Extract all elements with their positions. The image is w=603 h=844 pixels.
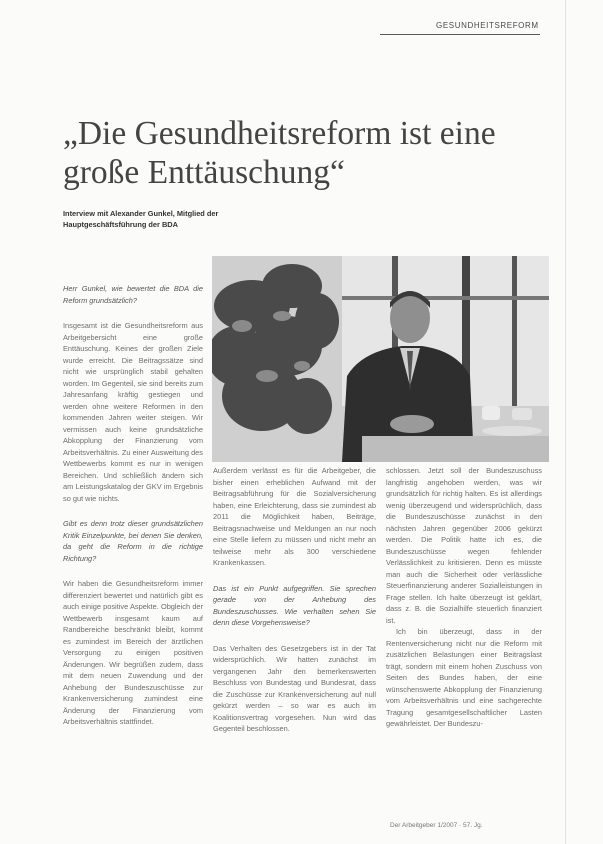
answer-3: Das Verhalten des Gesetzgebers ist in der Tat widersprüchlich. Wir hatten zunächst im vergangenen Jahr den bemerkenswerten Beschluss von Bundestag und Bundesrat, dass die Zuschüsse zur Krankenversicherung auf null gekürzt werden – so war es auch im Koalitionsvertrag vorgesehen. Nun wird das Gegenteil beschlossen. (213, 643, 376, 733)
question-2: Gibt es denn trotz dieser grundsätzlichen Kritik Einzelpunkte, bei denen Sie denken, da geht die Reform in die richtige Richtung? (63, 519, 203, 563)
answer-1: Insgesamt ist die Gesundheitsreform aus Arbeitgebersicht eine große Enttäuschung. Keines der großen Ziele wurde erreicht. Die Beitragssätze sind nicht wie ursprünglich stabil gehalten worden. Im Gegenteil, sie sind bereits zum Jahresanfang kräftig gestiegen und werden ohne weitere Reformen in den kommenden Jahren weiter steigen. Wir vermissen auch keine grundsätzliche Abkopplung der Finanzierung vom Arbeitsverhältnis. Zu einer Ausweitung des Wettbewerbs kommt es nur in wenigen Bereichen. Und schließlich ändern sich am Leistungskatalog der GKV im Ergebnis so gut wie nichts. (63, 321, 203, 503)
interview-intro: Interview mit Alexander Gunkel, Mitglied der Hauptgeschäftsführung der BDA (63, 209, 219, 230)
answer-3-continued: schlossen. Jetzt soll der Bundeszuschuss langfristig angehoben werden, was wir grundsätzlich für richtig halten. Es ist allerdings wenig überzeugend und widersprüchlich, dass die Bundeszuschüsse zunächst in den nächsten Jahren gegenüber 2006 gekürzt werden. Die Politik hatte ich es, die Bundeszuschüsse wegen fehlender Verlässlichkeit zu kritisieren. Denn es müsste man auch die Sicherheit oder verlässliche Steuerfinanzierung anderer Sozialleistungen in Frage stellen. Ich halte überzeugt ist geklärt, dass z. B. die Sozialhilfe steuerlich finanziert ist. (386, 466, 542, 625)
answer-3-paragraph-2: Ich bin überzeugt, dass in der Rentenversicherung nicht nur die Reform mit zusätzlichen Belastungen einer Beitragslast trägt, sondern mit einem hohen Zuschuss von Seiten des Bundes haben, der eine wünschenswerte Abkopplung der Finanzierung vom Arbeitsverhältnis und eine sachgerechte Tragung gesamtgesellschaftlicher Lasten gewährleistet. Der Bundeszu- (386, 627, 542, 728)
photo-illustration (212, 256, 549, 462)
headline: „Die Gesundheitsreform ist eine große Enttäuschung“ (63, 115, 496, 191)
section-tag: GESUNDHEITSREFORM (436, 21, 539, 30)
page-footer: Der Arbeitgeber 1/2007 · 57. Jg. (390, 822, 483, 829)
section-rule (380, 34, 540, 35)
article-column-3 (386, 465, 542, 805)
article-column-1 (63, 283, 203, 803)
question-3: Das ist ein Punkt aufgegriffen. Sie sprechen gerade von der Anhebung des Bundeszuschusses. Wie verhalten sehen Sie denn diese Vorgehensweise? (213, 583, 376, 627)
page-edge (565, 0, 566, 844)
interview-photo (212, 256, 549, 462)
article-column-2 (213, 465, 376, 805)
answer-2: Wir haben die Gesundheitsreform immer differenziert bewertet und natürlich gibt es auch einige positive Aspekte. Obgleich der Wettbewerb insgesamt kaum auf Randbereiche beschränkt bleibt, kommt es zumindest im Bereich der ärztlichen Versorgung zu einigen positiven Änderungen. Wir begrüßen zudem, dass mit dem neuen Zuwendung und der Anhebung der Bundeszuschüsse zur Krankenversicherung zumindest eine Änderung der Finanzierung vom Arbeitsverhältnis stattfindet. (63, 579, 203, 726)
answer-2-continued: Außerdem verlässt es für die Arbeitgeber, die bisher einen erheblichen Aufwand mit der Beitragsabführung für die Sozialversicherung haben, eine Erleichterung, dass sie zumindest ab 2011 die Möglichkeit haben, Beiträge, Beitragsnachweise und Meldungen an nur noch eine Stelle liefern zu müssen und nicht mehr an teilweise mehr als 300 verschiedene Krankenkassen. (213, 466, 376, 567)
question-1: Herr Gunkel, wie bewertet die BDA die Reform grundsätzlich? (63, 284, 203, 305)
